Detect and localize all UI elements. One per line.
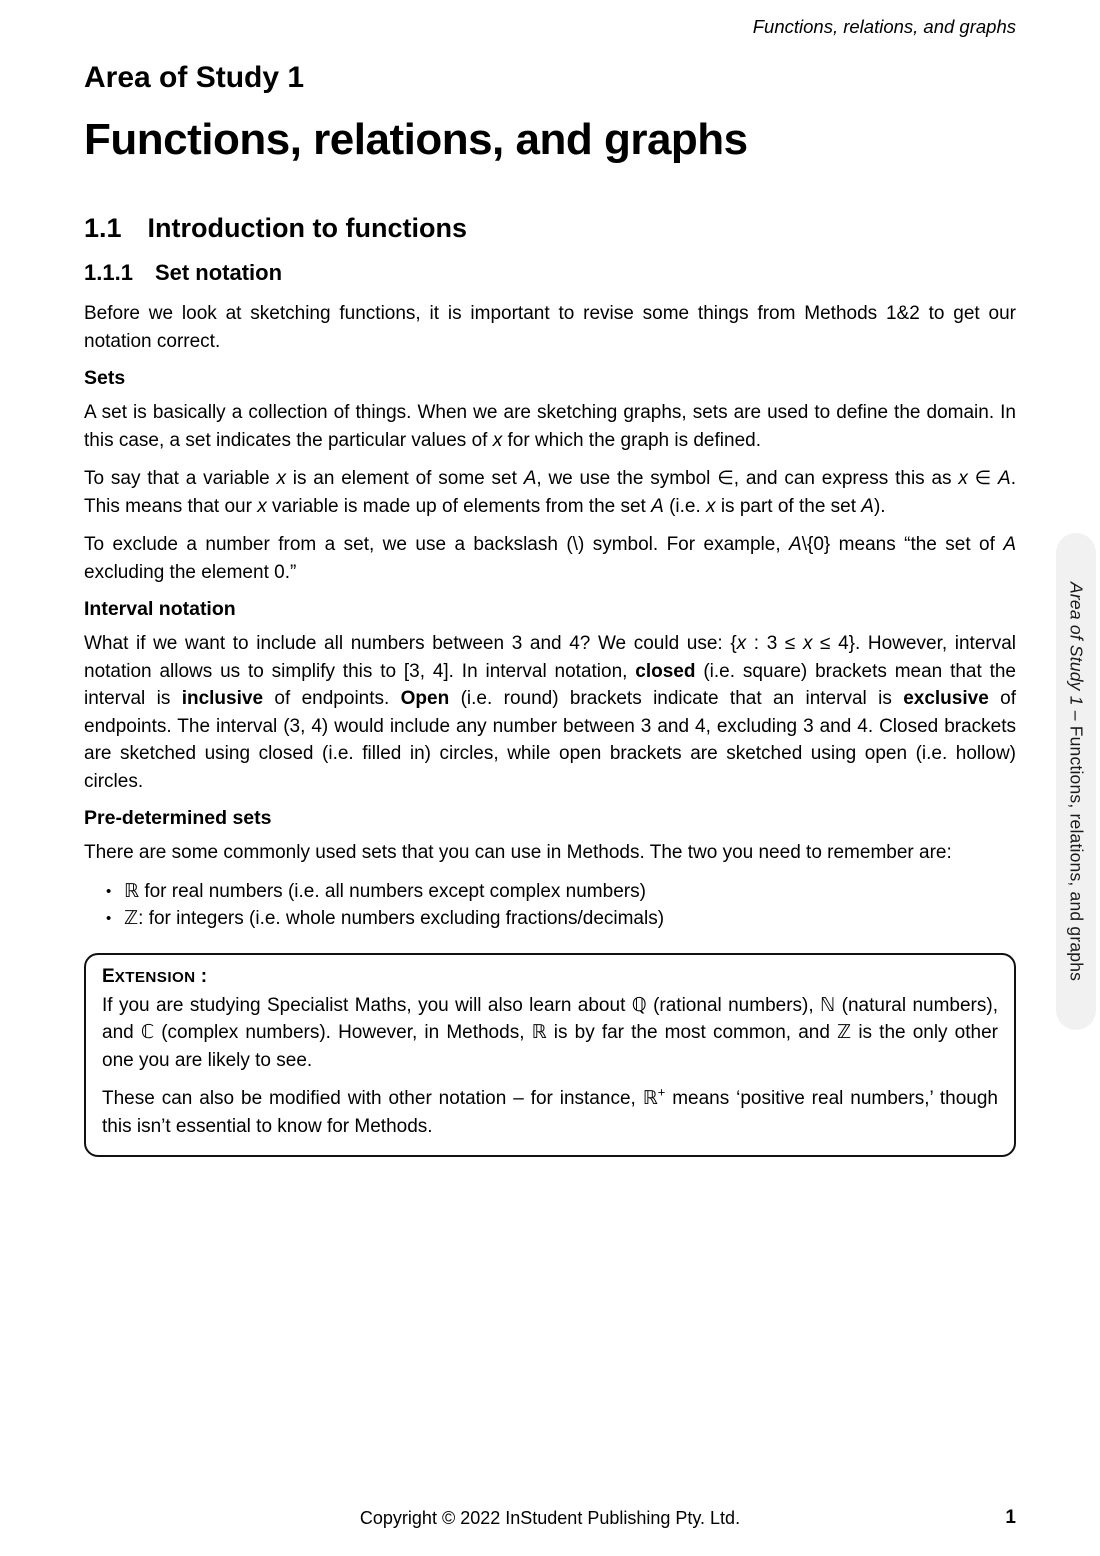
extension-box [84, 953, 1016, 1158]
extension-paragraph-2: These can also be modified with other notation – for instance, ℝ+ means ‘positive real numbers,’ though this isn’t essential to know for Methods. [102, 1084, 999, 1137]
sets-paragraph-1: A set is basically a collection of things. When we are sketching graphs, sets are used to define the domain. In this case, a set indicates the particular values of x for which the graph is defined. [84, 402, 1016, 451]
bullet-icon: • [106, 882, 112, 900]
sets-paragraph-3: To exclude a number from a set, we use a backslash (\) symbol. For example, A\{0} means “the set of A excluding the element 0.” [84, 534, 1017, 583]
page-number: 1 [1005, 1507, 1016, 1528]
predetermined-sets-list [84, 878, 1016, 933]
page-content [84, 0, 1016, 1157]
section-number: 1.1 [84, 213, 122, 243]
list-item-text: ℤ: for integers (i.e. whole numbers excluding fractions/decimals) [124, 908, 665, 929]
sets-paragraph-2: To say that a variable x is an element of some set A, we use the symbol ∈, and can express this as x ∈ A. This means that our x variable is made up of elements from the set A (i.e. x is part of the set A). [84, 468, 1016, 517]
side-tab-label: Area of Study 1 – Functions, relations, and graphs [1066, 581, 1087, 982]
extension-label: EXTENSION : [102, 965, 208, 987]
page-footer [84, 1506, 1016, 1530]
list-item-text: ℝ for real numbers (i.e. all numbers except complex numbers) [124, 880, 646, 902]
subsection-heading [84, 260, 1016, 286]
subsection-number: 1.1.1 [84, 260, 133, 285]
predetermined-sets-heading: Pre-determined sets [84, 807, 272, 829]
intro-paragraph: Before we look at sketching functions, it is important to revise some things from Methods 1&2 to get our notation correct. [84, 303, 1016, 352]
extension-paragraph-1: If you are studying Specialist Maths, you will also learn about ℚ (rational numbers), ℕ (natural numbers), and ℂ (complex numbers). However, in Methods, ℝ is by far the most common, and ℤ is the only other one you are likely to see. [102, 994, 998, 1071]
interval-notation-heading: Interval notation [84, 598, 236, 620]
running-header: Functions, relations, and graphs [752, 16, 1016, 37]
sets-heading: Sets [84, 367, 126, 389]
section-title: Introduction to functions [147, 213, 467, 243]
interval-paragraph: What if we want to include all numbers between 3 and 4? We could use: {x : 3 ≤ x ≤ 4}. However, interval notation allows us to simplify this to [3, 4]. In interval notation, closed (i.e. square) brackets mean that the interval is inclusive of endpoints. Open (i.e. round) brackets indicate that an interval is exclusive of endpoints. The interval (3, 4) would include any number between 3 and 4, excluding 3 and 4. Closed brackets are sketched using closed (i.e. filled in) circles, while open brackets are sketched using open (i.e. hollow) circles. [84, 633, 1016, 792]
chapter-title: Functions, relations, and graphs [84, 115, 748, 164]
bullet-icon: • [106, 910, 112, 927]
predetermined-intro-paragraph: There are some commonly used sets that you can use in Methods. The two you need to remember are: [84, 842, 952, 863]
side-tab-area-of-study [1056, 533, 1096, 1030]
area-of-study-heading: Area of Study 1 [84, 61, 305, 94]
list-item [84, 878, 1016, 906]
list-item [84, 905, 1016, 933]
subsection-title: Set notation [154, 260, 283, 285]
copyright-text: Copyright © 2022 InStudent Publishing Pty. Ltd. [359, 1508, 741, 1528]
section-heading [84, 212, 1016, 244]
